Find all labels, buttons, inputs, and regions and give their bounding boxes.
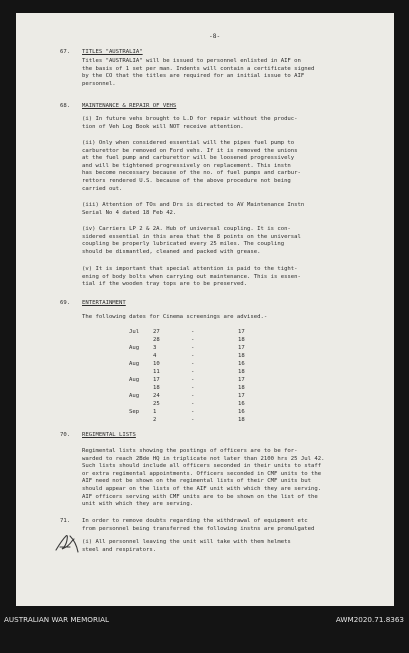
text-line: at the fuel pump and carburettor will be loosened progressively xyxy=(82,155,295,162)
table-row xyxy=(129,337,279,345)
text-line: AIF need not be shown on the regimental lists of their CMF units but xyxy=(82,478,312,485)
text-line: sidered essential in this area that the 8 points on the universal xyxy=(82,233,301,240)
section-68-para-3 xyxy=(82,202,304,217)
section-71-item-1 xyxy=(82,539,291,554)
text-line: rettors rendered U.S. because of the above procedure not being xyxy=(82,177,291,184)
text-line: steel and respirators. xyxy=(82,546,157,553)
page-number: -8- xyxy=(209,33,221,40)
section-67-body xyxy=(82,58,314,88)
section-69-intro: The following dates for Cinema screenings are advised.- xyxy=(82,314,268,320)
section-68-para-5 xyxy=(82,266,301,289)
table-row xyxy=(129,369,279,377)
section-69-number: 69. xyxy=(60,300,71,306)
document-page xyxy=(16,13,394,606)
archive-footer xyxy=(0,610,409,653)
section-71-number: 71. xyxy=(60,518,71,524)
date-value: 18 xyxy=(238,369,245,375)
date-value: 16 xyxy=(238,409,245,415)
table-row xyxy=(129,393,279,401)
section-67-title: TITLES "AUSTRALIA" xyxy=(82,49,143,55)
text-line: the basis of 1 set per man. Indents will contain a certificate signed xyxy=(82,65,315,72)
text-line: personnel. xyxy=(82,80,116,87)
date-day: 2 xyxy=(153,417,157,423)
section-68-title: MAINTENANCE & REPAIR OF VEHS xyxy=(82,103,177,109)
section-70-number: 70. xyxy=(60,432,71,438)
date-month: Aug xyxy=(129,361,140,367)
date-value: 17 xyxy=(238,329,245,335)
text-line: by the CO that the titles are required for an initial issue to AIF xyxy=(82,73,305,80)
table-row xyxy=(129,401,279,409)
date-value: 18 xyxy=(238,417,245,423)
archive-reference: AWM2020.71.8363 xyxy=(335,615,404,624)
date-day: 27 xyxy=(153,329,160,335)
section-68-para-1 xyxy=(82,116,298,131)
section-68-para-4 xyxy=(82,226,301,256)
section-71-body xyxy=(82,518,314,533)
date-day: 11 xyxy=(153,369,160,375)
date-value: 16 xyxy=(238,361,245,367)
text-line: (iii) Attention of TOs and Drs is directed to AV Maintenance Instn xyxy=(82,202,305,208)
date-day: 1 xyxy=(153,409,157,415)
text-line: (ii) Only when considered essential will the pipes fuel pump to xyxy=(82,140,295,146)
date-month: Aug xyxy=(129,377,140,383)
text-line: (v) It is important that special attention is paid to the tight- xyxy=(82,266,298,272)
text-line: warded to reach 2Bde HQ in triplicate not later than 2100 hrs 25 Jul 42. xyxy=(82,455,325,462)
date-day: 4 xyxy=(153,353,157,359)
section-68-number: 68. xyxy=(60,103,71,109)
date-value: 17 xyxy=(238,393,245,399)
date-month: Aug xyxy=(129,345,140,351)
table-row xyxy=(129,329,279,337)
text-line: coupling be properly lubricated every 25 miles. The coupling xyxy=(82,241,285,248)
date-day: 25 xyxy=(153,401,160,407)
section-70-body xyxy=(82,448,324,509)
text-line: (iv) Carriers LP 2 & 2A. Hub of universal coupling. It is con- xyxy=(82,226,291,232)
date-value: 18 xyxy=(238,385,245,391)
handwritten-initials-mark xyxy=(54,532,80,554)
date-month: Sep xyxy=(129,409,140,415)
table-row xyxy=(129,345,279,353)
date-separator: - xyxy=(191,337,195,343)
text-line: from personnel being transferred the following instns are promulgated xyxy=(82,525,315,532)
date-separator: - xyxy=(191,345,195,351)
date-separator: - xyxy=(191,329,195,335)
section-69-title: ENTERTAINMENT xyxy=(82,300,126,306)
date-separator: - xyxy=(191,385,195,391)
text-line: tion of Veh Log Book will NOT receive attention. xyxy=(82,123,244,130)
text-line: unit with which they are serving. xyxy=(82,501,194,508)
text-line: carburettor be removed on Ford vehs. If it is removed the unions xyxy=(82,147,298,154)
table-row xyxy=(129,385,279,393)
text-line: In order to remove doubts regarding the withdrawal of equipment etc xyxy=(82,518,308,524)
text-line: and will be tightened progressively on replacement. This instn xyxy=(82,162,291,169)
text-line: or extra regimental appointments. Officers seconded in CMF units to the xyxy=(82,470,322,477)
date-separator: - xyxy=(191,377,195,383)
text-line: Serial No 4 dated 18 Feb 42. xyxy=(82,209,177,216)
date-separator: - xyxy=(191,393,195,399)
text-line: should be dismantled, cleaned and packed with grease. xyxy=(82,248,261,255)
archive-name: AUSTRALIAN WAR MEMORIAL xyxy=(4,615,109,624)
text-line: Titles "AUSTRALIA" will be issued to personnel enlisted in AIF on xyxy=(82,58,301,64)
date-value: 18 xyxy=(238,353,245,359)
date-day: 28 xyxy=(153,337,160,343)
date-value: 17 xyxy=(238,345,245,351)
text-line: AIF officers serving with CMF units are to be shown on the list of the xyxy=(82,493,318,500)
text-line: ening of body bolts when carrying out maintenance. This is essen- xyxy=(82,273,301,280)
table-row xyxy=(129,361,279,369)
text-line: Such lists should include all officers seconded in their units to staff xyxy=(82,463,322,470)
date-day: 24 xyxy=(153,393,160,399)
cinema-dates-table xyxy=(129,329,279,425)
section-70-title: REGIMENTAL LISTS xyxy=(82,432,136,438)
text-line: (i) All personnel leaving the unit will take with them helmets xyxy=(82,539,291,545)
date-separator: - xyxy=(191,353,195,359)
date-day: 17 xyxy=(153,377,160,383)
date-separator: - xyxy=(191,361,195,367)
text-line: tial if the wooden tray tops are to be preserved. xyxy=(82,281,248,288)
text-line: should appear on the lists of the AIF unit with which they are serving. xyxy=(82,485,322,492)
table-row xyxy=(129,417,279,425)
date-day: 18 xyxy=(153,385,160,391)
date-value: 17 xyxy=(238,377,245,383)
date-separator: - xyxy=(191,417,195,423)
date-month: Jul xyxy=(129,329,140,335)
date-day: 3 xyxy=(153,345,157,351)
date-separator: - xyxy=(191,409,195,415)
date-day: 10 xyxy=(153,361,160,367)
date-month: Aug xyxy=(129,393,140,399)
text-line: carried out. xyxy=(82,185,123,192)
table-row xyxy=(129,409,279,417)
text-line: Regimental lists showing the postings of officers are to be for- xyxy=(82,448,298,454)
date-value: 16 xyxy=(238,401,245,407)
text-line: (i) In future vehs brought to L.D for repair without the produc- xyxy=(82,116,298,122)
table-row xyxy=(129,353,279,361)
section-68-para-2 xyxy=(82,140,301,193)
date-separator: - xyxy=(191,401,195,407)
date-value: 18 xyxy=(238,337,245,343)
table-row xyxy=(129,377,279,385)
text-line: has become necessary because of the no. of fuel pumps and carbur- xyxy=(82,170,301,177)
section-67-number: 67. xyxy=(60,49,71,55)
date-separator: - xyxy=(191,369,195,375)
